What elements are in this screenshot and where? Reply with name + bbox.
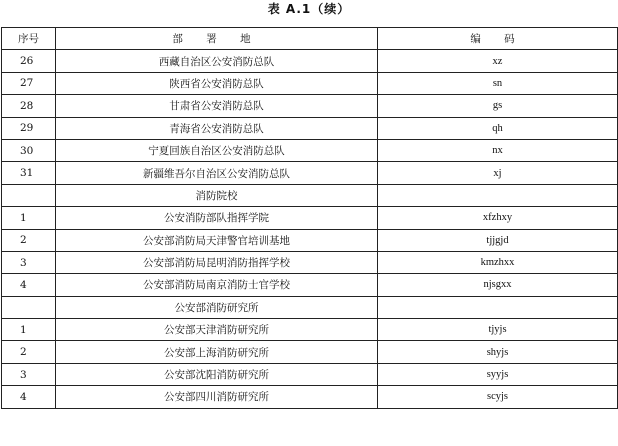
- table-row: [2, 251, 618, 273]
- row-code: tjjgjd: [378, 229, 618, 251]
- allocation-table: [1, 27, 618, 409]
- row-serial-number: 31: [2, 162, 56, 184]
- row-serial-number: 3: [2, 251, 56, 273]
- row-location: 公安部上海消防研究所: [56, 341, 378, 363]
- table-row: [2, 50, 618, 72]
- row-code: sn: [378, 72, 618, 94]
- table-row: [2, 162, 618, 184]
- row-serial-number: [2, 184, 56, 206]
- row-location: 公安部消防局南京消防士官学校: [56, 274, 378, 296]
- row-code: shyjs: [378, 341, 618, 363]
- row-location: 公安消防部队指挥学院: [56, 207, 378, 229]
- table-row: [2, 117, 618, 139]
- table-row: [2, 95, 618, 117]
- table-row: [2, 207, 618, 229]
- table-row: [2, 274, 618, 296]
- row-serial-number: 27: [2, 72, 56, 94]
- row-serial-number: 3: [2, 363, 56, 385]
- table-row: [2, 341, 618, 363]
- section-heading: 消防院校: [56, 184, 378, 206]
- row-code: xfzhxy: [378, 207, 618, 229]
- row-code: kmzhxx: [378, 251, 618, 273]
- row-location: 陕西省公安消防总队: [56, 72, 378, 94]
- row-location: 宁夏回族自治区公安消防总队: [56, 139, 378, 161]
- row-code: xj: [378, 162, 618, 184]
- row-location: 公安部消防局天津警官培训基地: [56, 229, 378, 251]
- row-serial-number: 29: [2, 117, 56, 139]
- table-section-row: [2, 296, 618, 318]
- table-section-row: [2, 184, 618, 206]
- row-location: 公安部沈阳消防研究所: [56, 363, 378, 385]
- row-location: 西藏自治区公安消防总队: [56, 50, 378, 72]
- row-code: njsgxx: [378, 274, 618, 296]
- section-heading: 公安部消防研究所: [56, 296, 378, 318]
- row-code: [378, 184, 618, 206]
- row-serial-number: 1: [2, 207, 56, 229]
- row-location: 甘肃省公安消防总队: [56, 95, 378, 117]
- row-code: syyjs: [378, 363, 618, 385]
- table-row: [2, 72, 618, 94]
- row-code: [378, 296, 618, 318]
- row-code: nx: [378, 139, 618, 161]
- row-location: 公安部消防局昆明消防指挥学校: [56, 251, 378, 273]
- table-caption: 表 A.1（续）: [267, 2, 351, 16]
- row-serial-number: 30: [2, 139, 56, 161]
- row-code: tjyjs: [378, 319, 618, 341]
- header-code: 编 码: [378, 28, 618, 50]
- table-row: [2, 386, 618, 408]
- row-location: 青海省公安消防总队: [56, 117, 378, 139]
- header-serial-number: 序号: [2, 28, 56, 50]
- row-code: scyjs: [378, 386, 618, 408]
- row-location: 新疆维吾尔自治区公安消防总队: [56, 162, 378, 184]
- table-row: [2, 139, 618, 161]
- row-code: xz: [378, 50, 618, 72]
- row-serial-number: 26: [2, 50, 56, 72]
- row-serial-number: [2, 296, 56, 318]
- row-serial-number: 2: [2, 229, 56, 251]
- row-serial-number: 4: [2, 274, 56, 296]
- row-location: 公安部四川消防研究所: [56, 386, 378, 408]
- header-location: 部 署 地: [56, 28, 378, 50]
- row-serial-number: 28: [2, 95, 56, 117]
- row-serial-number: 4: [2, 386, 56, 408]
- table-row: [2, 363, 618, 385]
- table-row: [2, 319, 618, 341]
- row-code: qh: [378, 117, 618, 139]
- table-header-row: [2, 28, 618, 50]
- row-serial-number: 2: [2, 341, 56, 363]
- table-row: [2, 229, 618, 251]
- row-code: gs: [378, 95, 618, 117]
- row-serial-number: 1: [2, 319, 56, 341]
- row-location: 公安部天津消防研究所: [56, 319, 378, 341]
